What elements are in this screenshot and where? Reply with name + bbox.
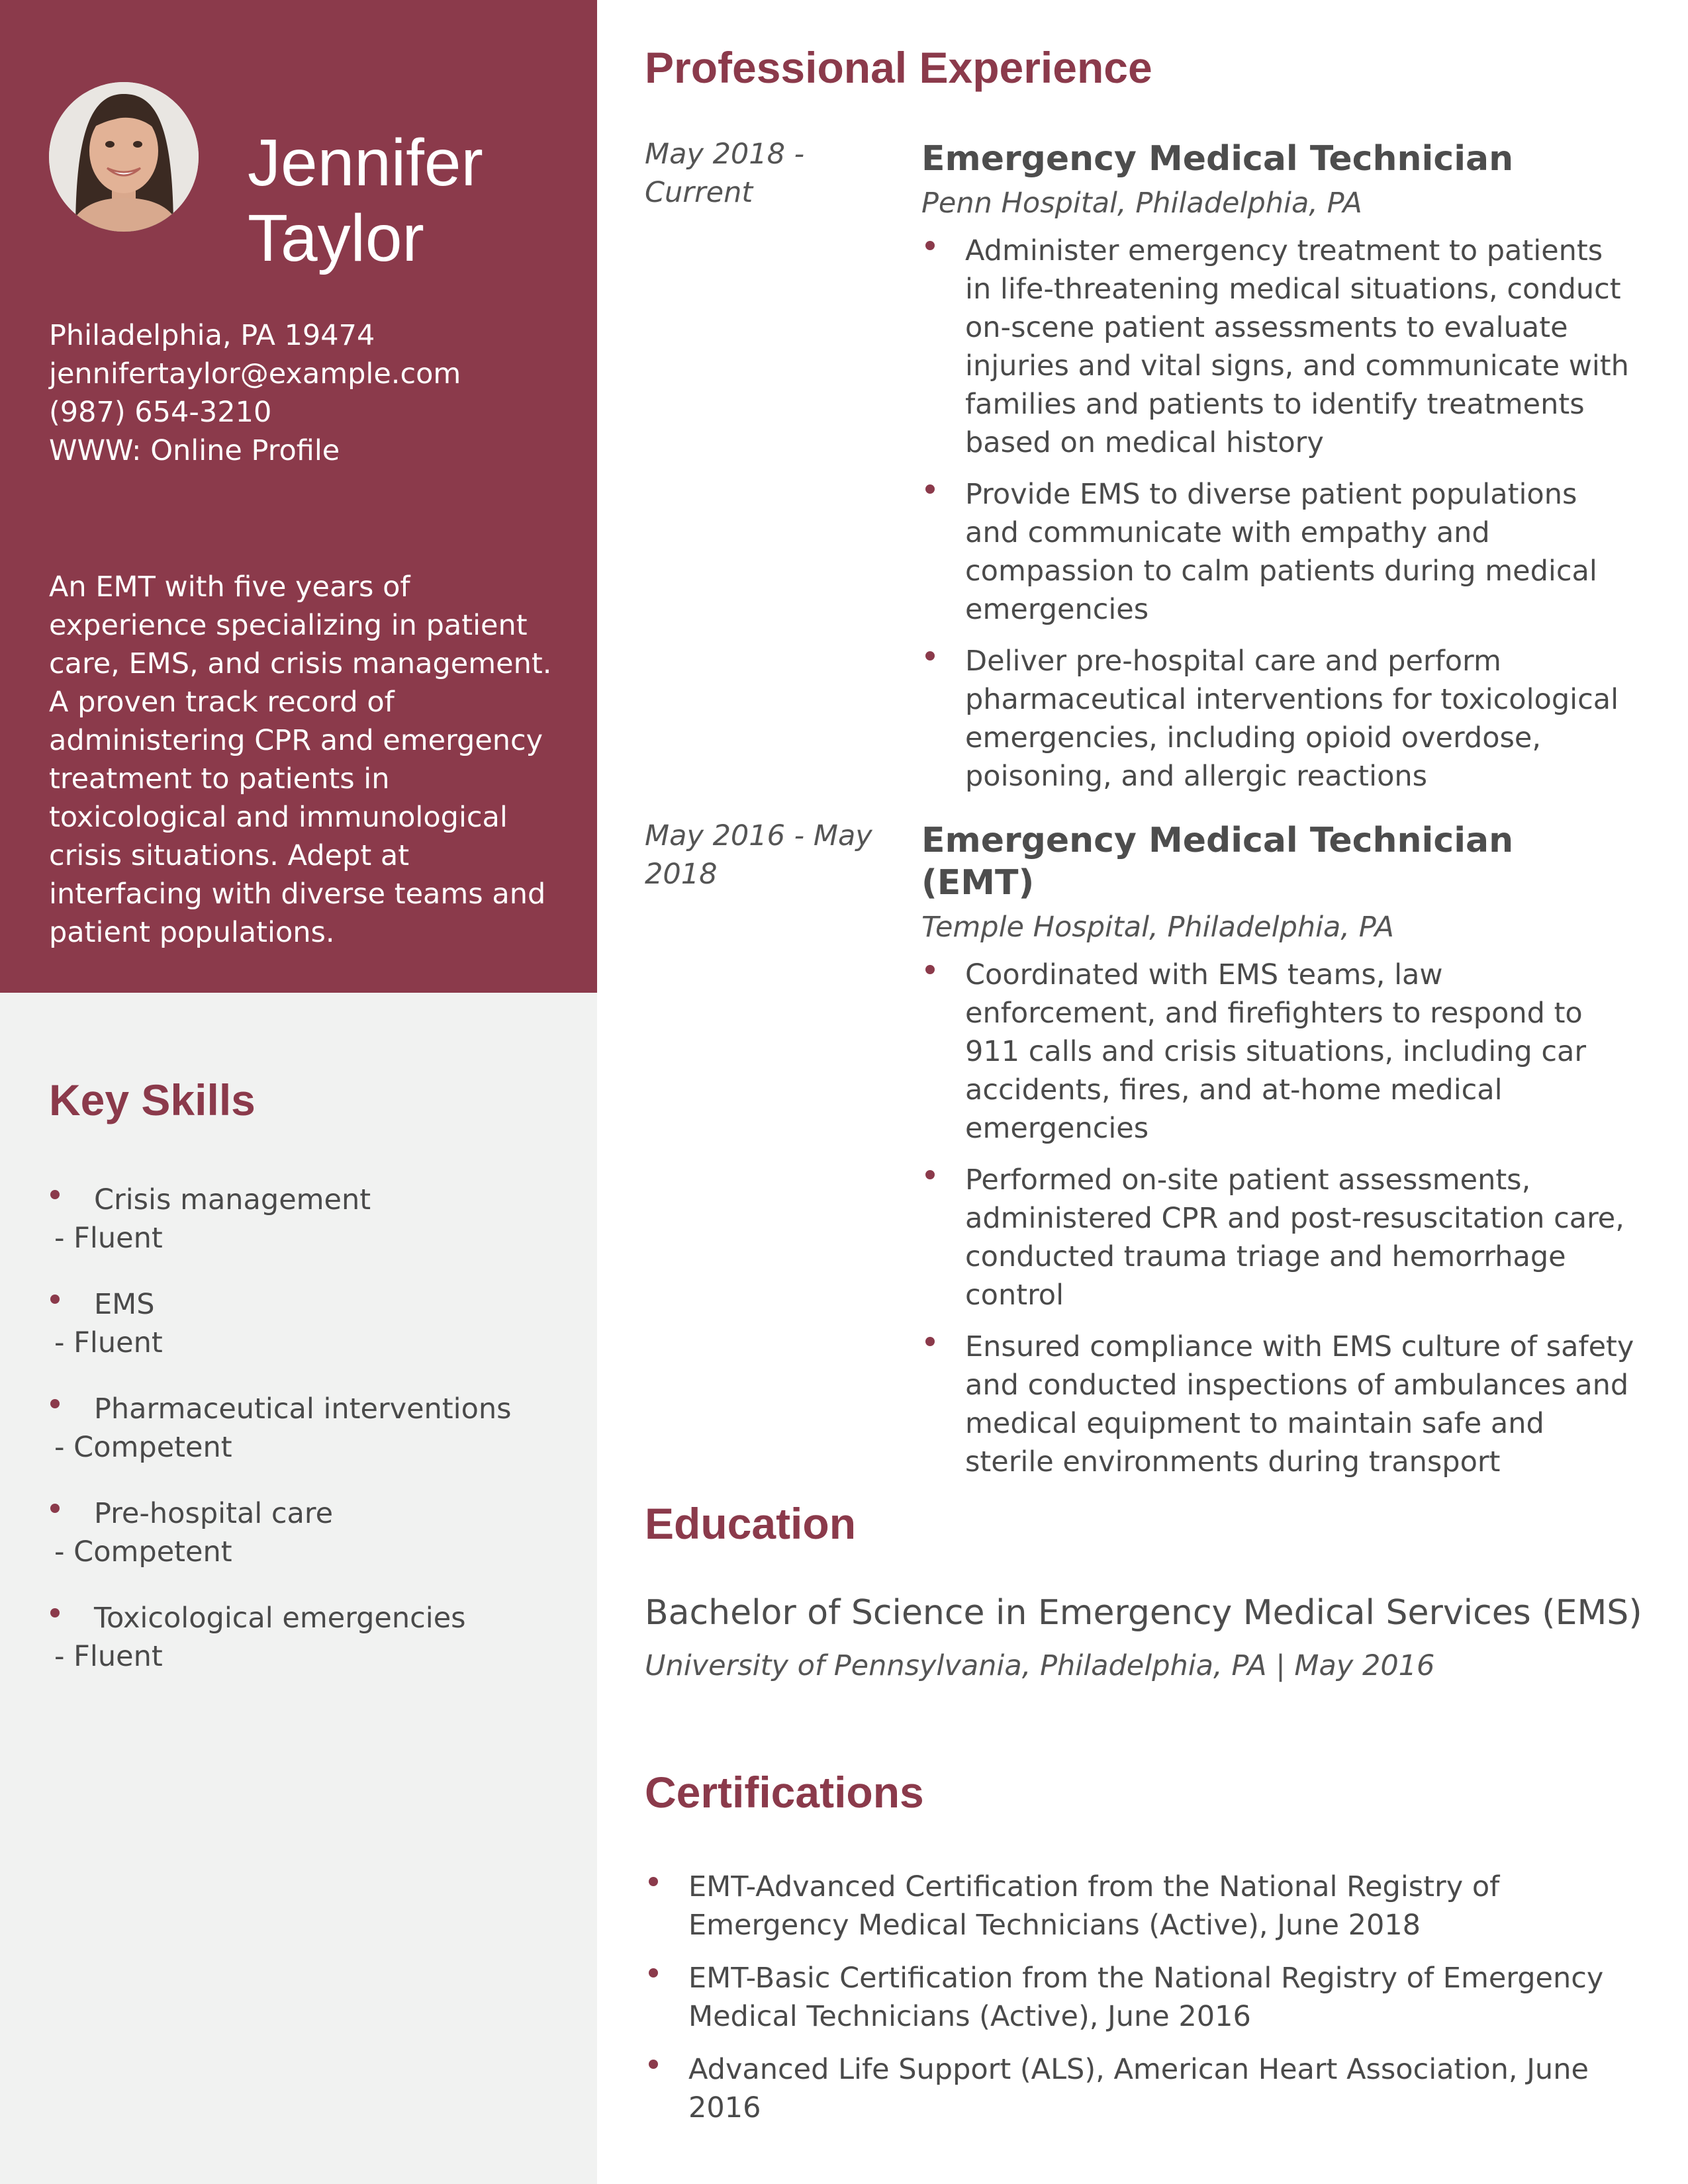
skill-name: Crisis management — [49, 1181, 565, 1219]
last-name: Taylor — [248, 201, 424, 275]
job-bullet: Deliver pre-hospital care and perform pharmaceutical interventions for toxicological emergencies, including opioid overdose, poisoning, and allergic reactions — [921, 642, 1636, 796]
skills-heading: Key Skills — [49, 1075, 256, 1124]
certifications-heading: Certifications — [645, 1768, 924, 1817]
skill-item — [49, 1494, 565, 1571]
education-school: University of Pennsylvania, Philadelphia, PA | May 2016 — [645, 1649, 1435, 1682]
certification-item: EMT-Basic Certification from the National Registry of Emergency Medical Technicians (Active), June 2016 — [645, 1959, 1611, 2036]
skill-name: Pre-hospital care — [49, 1494, 565, 1533]
avatar — [49, 82, 199, 232]
certification-item: EMT-Advanced Certification from the National Registry of Emergency Medical Technicians (Active), June 2018 — [645, 1868, 1611, 1944]
skill-name: Toxicological emergencies — [49, 1599, 565, 1637]
education-degree: Bachelor of Science in Emergency Medical Services (EMS) — [645, 1593, 1642, 1633]
contact-info — [49, 316, 579, 470]
skill-level: - Fluent — [54, 1222, 163, 1255]
job-title: Emergency Medical Technician (EMT) — [921, 821, 1514, 903]
skill-level: - Competent — [54, 1535, 232, 1569]
skills-list — [49, 1181, 565, 1704]
job-date: May 2016 - May 2018 — [645, 819, 872, 891]
skill-item — [49, 1285, 565, 1362]
skill-level: - Fluent — [54, 1326, 163, 1359]
job-organization: Penn Hospital, Philadelphia, PA — [921, 187, 1362, 220]
job-bullet: Administer emergency treatment to patients in life-threatening medical situations, conduct on-scene patient assessments to evaluate injuries and vital signs, and communicate with families and patients to identify treatments based on medical history — [921, 232, 1636, 462]
experience-heading: Professional Experience — [645, 43, 1152, 92]
job-body — [921, 135, 1636, 809]
job-title: Emergency Medical Technician — [921, 139, 1514, 179]
contact-website[interactable]: WWW: Online Profile — [49, 434, 340, 467]
skill-level: - Competent — [54, 1431, 232, 1464]
skill-name: Pharmaceutical interventions — [49, 1390, 565, 1428]
job-bullets — [921, 232, 1636, 796]
skill-item — [49, 1181, 565, 1257]
skill-name: EMS — [49, 1285, 565, 1324]
job-bullet: Coordinated with EMS teams, law enforcement, and firefighters to respond to 911 calls and crisis situations, including car accidents, fires, and at-home medical emergencies — [921, 956, 1636, 1148]
contact-location: Philadelphia, PA 19474 — [49, 319, 375, 352]
skill-item — [49, 1599, 565, 1676]
profile-summary: An EMT with five years of experience specializing in patient care, EMS, and crisis management. A proven track record of administering CPR and emergency treatment to patients in toxicological and immunological crisis situations. Adept at interfacing with diverse teams and patient populations. — [49, 570, 552, 949]
contact-phone[interactable]: (987) 654-3210 — [49, 396, 272, 429]
skill-item — [49, 1390, 565, 1467]
job-bullet: Ensured compliance with EMS culture of safety and conducted inspections of ambulances and medical equipment to maintain safe and sterile environments during transport — [921, 1328, 1636, 1481]
education-heading: Education — [645, 1499, 857, 1548]
job-organization: Temple Hospital, Philadelphia, PA — [921, 911, 1394, 944]
skill-level: - Fluent — [54, 1640, 163, 1673]
job-bullet: Performed on-site patient assessments, administered CPR and post-resuscitation care, conducted trauma triage and hemorrhage control — [921, 1161, 1636, 1314]
job-date: May 2018 - Current — [645, 138, 805, 209]
contact-email[interactable]: jennifertaylor@example.com — [49, 357, 461, 390]
job-bullets — [921, 956, 1636, 1481]
certification-item: Advanced Life Support (ALS), American Heart Association, June 2016 — [645, 2050, 1611, 2127]
certifications-list — [645, 1868, 1611, 2142]
first-name: Jennifer — [248, 126, 483, 200]
job-body — [921, 817, 1636, 1494]
job-bullet: Provide EMS to diverse patient populations and communicate with empathy and compassion to calm patients during medical emergencies — [921, 475, 1636, 629]
avatar-photo — [49, 82, 199, 232]
candidate-name — [248, 125, 579, 276]
